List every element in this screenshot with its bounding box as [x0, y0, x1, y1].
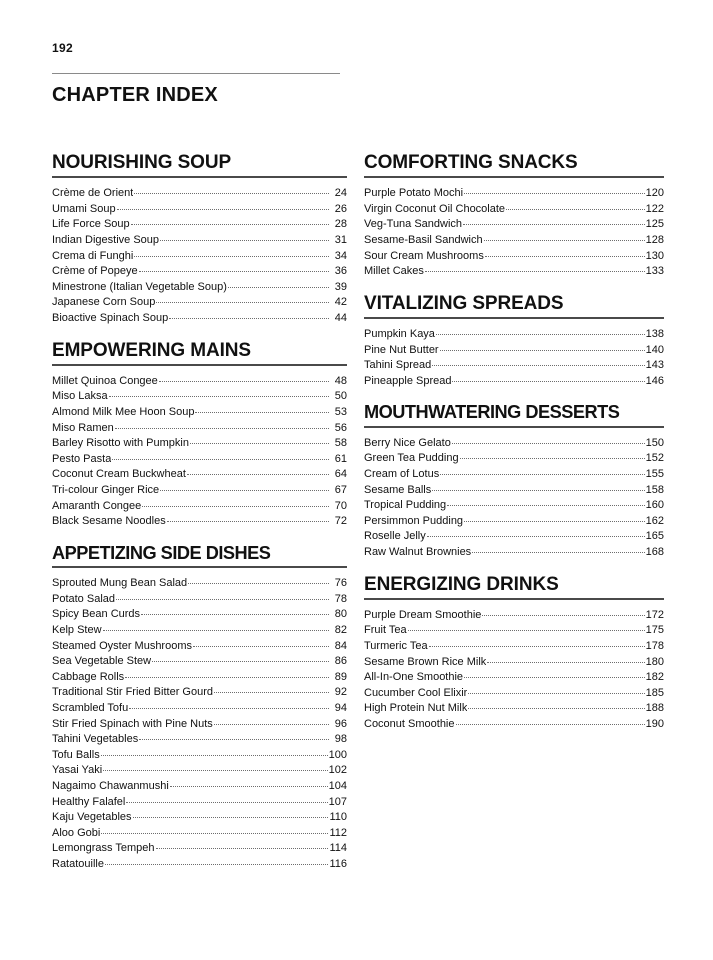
entry-page-number: 92 [334, 686, 347, 699]
entry-title: Purple Dream Smoothie [364, 608, 482, 621]
index-entry[interactable] [364, 466, 664, 482]
dot-leader [115, 420, 329, 431]
index-entry[interactable] [52, 185, 347, 201]
dot-leader [139, 263, 329, 274]
dot-leader [142, 498, 329, 509]
section-divider [364, 176, 664, 178]
dot-leader [169, 310, 329, 321]
entry-title: Crème of Popeye [52, 265, 138, 278]
dot-leader [160, 232, 329, 243]
dot-leader [160, 482, 329, 493]
entry-title: Tofu Balls [52, 748, 100, 761]
index-entry[interactable] [364, 216, 664, 232]
dot-leader [116, 591, 329, 602]
entry-title: Umami Soup [52, 202, 116, 215]
entry-title: Crème de Orient [52, 187, 134, 200]
dot-leader [456, 716, 645, 727]
entry-title: Bioactive Spinach Soup [52, 312, 169, 325]
section-divider [52, 364, 347, 366]
section-divider [364, 317, 664, 319]
header-divider [52, 73, 340, 74]
section-heading: COMFORTING SNACKS [364, 152, 578, 173]
entry-page-number: 162 [645, 514, 664, 527]
entry-title: Tri-colour Ginger Rice [52, 484, 160, 497]
entry-page-number: 44 [334, 312, 347, 325]
entry-title: Kelp Stew [52, 623, 102, 636]
entry-page-number: 98 [334, 733, 347, 746]
entry-page-number: 34 [334, 249, 347, 262]
index-entry[interactable] [364, 638, 664, 654]
entry-page-number: 102 [328, 764, 347, 777]
entry-title: High Protein Nut Milk [364, 702, 468, 715]
right-column [364, 152, 664, 746]
index-entry[interactable] [52, 216, 347, 232]
entry-title: Turmeric Tea [364, 640, 428, 653]
section-appetizing-side-dishes [52, 543, 347, 872]
index-entry[interactable] [52, 420, 347, 436]
entry-page-number: 175 [645, 624, 664, 637]
dot-leader [195, 404, 329, 415]
dot-leader [159, 373, 329, 384]
index-entry[interactable] [364, 607, 664, 623]
index-entry[interactable] [364, 357, 664, 373]
index-entry[interactable] [52, 731, 347, 747]
index-entry[interactable] [364, 263, 664, 279]
dot-leader [139, 731, 329, 742]
index-entry[interactable] [364, 185, 664, 201]
index-entry[interactable] [364, 482, 664, 498]
index-entry[interactable] [364, 435, 664, 451]
entry-title: Millet Cakes [364, 265, 424, 278]
index-entry[interactable] [52, 388, 347, 404]
entry-page-number: 122 [645, 202, 664, 215]
dot-leader [447, 497, 645, 508]
index-entry[interactable] [52, 840, 347, 856]
entry-title: Tahini Vegetables [52, 733, 139, 746]
index-entry[interactable] [364, 342, 664, 358]
section-heading: VITALIZING SPREADS [364, 292, 564, 314]
entry-title: Life Force Soup [52, 218, 130, 231]
entry-title: Millet Quinoa Congee [52, 374, 158, 387]
entry-title: Tahini Spread [364, 359, 432, 372]
entry-list [52, 185, 347, 325]
dot-leader [133, 809, 329, 820]
entry-title: Indian Digestive Soup [52, 234, 160, 247]
dot-leader [408, 622, 645, 633]
entry-title: Green Tea Pudding [364, 452, 459, 465]
entry-title: Coconut Cream Buckwheat [52, 468, 186, 481]
dot-leader [152, 653, 329, 664]
index-entry[interactable] [52, 279, 347, 295]
index-entry[interactable] [52, 856, 347, 872]
entry-page-number: 84 [334, 639, 347, 652]
entry-page-number: 140 [645, 343, 664, 356]
section-heading: APPETIZING SIDE DISHES [52, 542, 271, 563]
dot-leader [440, 342, 645, 353]
entry-title: Steamed Oyster Mushrooms [52, 639, 192, 652]
entry-title: Pumpkin Kaya [364, 328, 435, 341]
index-entry[interactable] [52, 778, 347, 794]
dot-leader [484, 232, 645, 243]
dot-leader [464, 185, 645, 196]
entry-list [364, 607, 664, 732]
dot-leader [432, 357, 644, 368]
dot-leader [103, 622, 329, 633]
entry-page-number: 114 [329, 842, 347, 855]
entry-title: Scrambled Tofu [52, 701, 129, 714]
entry-list [52, 373, 347, 529]
entry-title: Pineapple Spread [364, 374, 452, 387]
entry-title: Black Sesame Noodles [52, 515, 166, 528]
entry-page-number: 50 [334, 390, 347, 403]
dot-leader [126, 794, 327, 805]
section-heading: NOURISHING SOUP [52, 152, 232, 173]
entry-page-number: 190 [645, 718, 664, 731]
entry-title: Nagaimo Chawanmushi [52, 779, 169, 792]
entry-page-number: 146 [645, 374, 664, 387]
dot-leader [436, 326, 645, 337]
entry-page-number: 82 [334, 623, 347, 636]
entry-page-number: 168 [645, 546, 664, 558]
dot-leader [440, 466, 644, 477]
entry-title: Potato Salad [52, 592, 115, 605]
dot-leader [468, 685, 644, 696]
dot-leader [485, 248, 645, 259]
entry-page-number: 110 [329, 811, 347, 824]
dot-leader [156, 294, 329, 305]
entry-page-number: 31 [334, 234, 347, 247]
dot-leader [487, 654, 644, 665]
index-entry[interactable] [52, 809, 347, 825]
entry-page-number: 67 [334, 484, 347, 497]
entry-page-number: 107 [328, 795, 347, 808]
entry-page-number: 26 [334, 202, 347, 215]
index-entry[interactable] [52, 606, 347, 622]
entry-title: Kaju Vegetables [52, 811, 132, 824]
dot-leader [141, 606, 329, 617]
entry-list [364, 435, 664, 560]
dot-leader [109, 388, 329, 399]
entry-title: Cucumber Cool Elixir [364, 686, 468, 699]
dot-leader [464, 669, 645, 680]
entry-page-number: 188 [645, 702, 664, 715]
entry-page-number: 120 [645, 187, 664, 200]
index-entry[interactable] [52, 263, 347, 279]
left-column [52, 152, 347, 885]
entry-page-number: 116 [329, 857, 347, 870]
entry-title: Yasai Yaki [52, 764, 103, 777]
entry-page-number: 180 [645, 655, 664, 668]
index-entry[interactable] [52, 435, 347, 451]
dot-leader [125, 669, 329, 680]
section-divider [364, 598, 664, 600]
dot-leader [134, 185, 329, 196]
entry-page-number: 48 [334, 374, 347, 387]
dot-leader [187, 466, 329, 477]
section-heading: ENERGIZING DRINKS [364, 573, 559, 595]
index-entry[interactable] [364, 450, 664, 466]
index-entry[interactable] [364, 201, 664, 217]
entry-title: Stir Fried Spinach with Pine Nuts [52, 717, 213, 730]
entry-page-number: 155 [645, 468, 664, 481]
entry-page-number: 138 [645, 328, 664, 341]
entry-page-number: 70 [334, 499, 347, 512]
index-entry[interactable] [364, 685, 664, 701]
entry-title: Sesame Brown Rice Milk [364, 655, 487, 668]
dot-leader [170, 778, 328, 789]
entry-page-number: 125 [645, 218, 664, 231]
index-entry[interactable] [52, 482, 347, 498]
index-entry[interactable] [364, 669, 664, 685]
dot-leader [101, 747, 328, 758]
index-entry[interactable] [364, 513, 664, 529]
entry-title: Coconut Smoothie [364, 718, 455, 731]
section-comforting-snacks [364, 152, 664, 279]
entry-page-number: 64 [334, 468, 347, 481]
entry-title: Traditional Stir Fried Bitter Gourd [52, 686, 213, 699]
index-entry[interactable] [364, 654, 664, 670]
entry-title: Purple Potato Mochi [364, 187, 464, 200]
dot-leader [425, 263, 645, 274]
index-entry[interactable] [52, 591, 347, 607]
entry-page-number: 178 [645, 640, 664, 653]
entry-title: Sea Vegetable Stew [52, 655, 152, 668]
entry-page-number: 42 [334, 296, 347, 309]
index-entry[interactable] [52, 747, 347, 763]
entry-title: Sour Cream Mushrooms [364, 249, 484, 262]
index-entry[interactable] [52, 201, 347, 217]
index-entry[interactable] [52, 498, 347, 514]
index-entry[interactable] [364, 232, 664, 248]
entry-title: Aloo Gobi [52, 826, 101, 839]
entry-page-number: 39 [334, 280, 347, 293]
entry-title: Japanese Corn Soup [52, 296, 156, 309]
dot-leader [101, 825, 328, 836]
index-entry[interactable] [52, 794, 347, 810]
index-entry[interactable] [364, 326, 664, 342]
entry-page-number: 76 [334, 577, 347, 590]
entry-title: Sesame Balls [364, 483, 432, 496]
entry-title: Miso Ramen [52, 421, 114, 434]
entry-page-number: 86 [334, 655, 347, 668]
entry-page-number: 80 [334, 608, 347, 621]
index-entry[interactable] [52, 248, 347, 264]
dot-leader [460, 450, 645, 461]
index-entry[interactable] [364, 700, 664, 716]
entry-title: Veg-Tuna Sandwich [364, 218, 463, 231]
entry-page-number: 94 [334, 701, 347, 714]
entry-title: Pine Nut Butter [364, 343, 439, 356]
index-entry[interactable] [364, 622, 664, 638]
entry-page-number: 182 [645, 671, 664, 684]
entry-page-number: 185 [645, 686, 664, 699]
entry-list [364, 185, 664, 279]
index-entry[interactable] [364, 716, 664, 732]
dot-leader [214, 716, 329, 727]
index-entry[interactable] [364, 544, 664, 560]
entry-page-number: 36 [334, 265, 347, 278]
entry-page-number: 160 [645, 499, 664, 512]
dot-leader [452, 435, 645, 446]
dot-leader [193, 638, 329, 649]
index-entry[interactable] [364, 373, 664, 389]
dot-leader [129, 700, 329, 711]
page-number: 192 [52, 41, 73, 55]
entry-page-number: 150 [645, 436, 664, 449]
entry-page-number: 165 [645, 530, 664, 543]
index-entry[interactable] [52, 310, 347, 326]
section-divider [364, 426, 664, 428]
index-entry[interactable] [52, 451, 347, 467]
index-entry[interactable] [364, 528, 664, 544]
entry-page-number: 133 [645, 265, 664, 278]
index-entry[interactable] [52, 638, 347, 654]
section-mouthwatering-desserts [364, 402, 664, 559]
section-energizing-drinks [364, 574, 664, 732]
index-entry[interactable] [52, 716, 347, 732]
dot-leader [105, 856, 328, 867]
index-entry[interactable] [52, 232, 347, 248]
section-heading: EMPOWERING MAINS [52, 339, 251, 361]
dot-leader [506, 201, 645, 212]
dot-leader [463, 216, 645, 227]
dot-leader [214, 684, 329, 695]
index-entry[interactable] [52, 575, 347, 591]
entry-page-number: 128 [645, 234, 664, 247]
entry-title: Fruit Tea [364, 624, 407, 637]
dot-leader [156, 840, 329, 851]
index-entry[interactable] [52, 653, 347, 669]
entry-page-number: 58 [334, 437, 347, 450]
entry-title: Berry Nice Gelato [364, 436, 451, 449]
entry-page-number: 104 [328, 779, 347, 792]
index-entry[interactable] [52, 669, 347, 685]
dot-leader [464, 513, 645, 524]
index-entry[interactable] [364, 248, 664, 264]
entry-page-number: 100 [328, 748, 347, 761]
entry-title: Cream of Lotus [364, 468, 440, 481]
dot-leader [228, 279, 329, 290]
section-empowering-mains [52, 340, 347, 529]
index-entry[interactable] [52, 762, 347, 778]
entry-page-number: 152 [645, 452, 664, 465]
entry-list [364, 326, 664, 388]
entry-title: Crema di Funghi [52, 249, 134, 262]
entry-title: Sprouted Mung Bean Salad [52, 577, 188, 590]
dot-leader [112, 451, 329, 462]
dot-leader [103, 762, 328, 773]
entry-title: All-In-One Smoothie [364, 671, 464, 684]
index-entry[interactable] [52, 700, 347, 716]
entry-page-number: 89 [334, 670, 347, 683]
section-nourishing-soup [52, 152, 347, 326]
entry-title: Minestrone (Italian Vegetable Soup) [52, 280, 227, 293]
dot-leader [167, 513, 329, 524]
index-entry[interactable] [52, 825, 347, 841]
dot-leader [117, 201, 329, 212]
entry-page-number: 112 [329, 826, 347, 839]
dot-leader [432, 482, 644, 493]
section-divider [52, 176, 347, 178]
entry-title: Sesame-Basil Sandwich [364, 234, 483, 247]
entry-title: Persimmon Pudding [364, 514, 464, 527]
entry-page-number: 28 [334, 218, 347, 231]
page-title: CHAPTER INDEX [52, 84, 218, 106]
entry-title: Virgin Coconut Oil Chocolate [364, 202, 506, 215]
index-entry[interactable] [52, 294, 347, 310]
dot-leader [188, 575, 329, 586]
dot-leader [427, 528, 645, 539]
entry-page-number: 72 [334, 515, 347, 528]
entry-title: Tropical Pudding [364, 499, 447, 512]
dot-leader [468, 700, 644, 711]
dot-leader [134, 248, 329, 259]
entry-title: Barley Risotto with Pumpkin [52, 437, 189, 450]
entry-title: Miso Laksa [52, 390, 108, 403]
entry-page-number: 24 [334, 187, 347, 200]
entry-title: Amaranth Congee [52, 499, 142, 512]
index-entry[interactable] [52, 622, 347, 638]
entry-title: Cabbage Rolls [52, 670, 125, 683]
index-entry[interactable] [52, 373, 347, 389]
entry-page-number: 53 [334, 406, 347, 419]
entry-page-number: 158 [645, 483, 664, 496]
entry-page-number: 172 [645, 608, 664, 621]
entry-list [52, 575, 347, 871]
entry-page-number: 78 [334, 592, 347, 605]
dot-leader [429, 638, 645, 649]
dot-leader [472, 544, 644, 555]
index-entry[interactable] [52, 684, 347, 700]
entry-page-number: 56 [334, 421, 347, 434]
entry-title: Almond Milk Mee Hoon Soup [52, 406, 195, 419]
index-entry[interactable] [52, 466, 347, 482]
dot-leader [452, 373, 644, 384]
index-columns [0, 152, 713, 885]
entry-title: Lemongrass Tempeh [52, 842, 155, 855]
dot-leader [131, 216, 329, 227]
dot-leader [190, 435, 329, 446]
entry-page-number: 96 [334, 717, 347, 730]
section-vitalizing-spreads [364, 293, 664, 389]
dot-leader [482, 607, 644, 618]
entry-page-number: 61 [334, 452, 347, 465]
section-divider [52, 566, 347, 568]
entry-title: Healthy Falafel [52, 795, 126, 808]
entry-title: Roselle Jelly [364, 530, 426, 543]
entry-title: Pesto Pasta [52, 452, 112, 465]
index-entry[interactable] [52, 513, 347, 529]
index-entry[interactable] [364, 497, 664, 513]
index-entry[interactable] [52, 404, 347, 420]
entry-title: Raw Walnut Brownies [364, 546, 472, 558]
entry-page-number: 143 [645, 359, 664, 372]
entry-title: Spicy Bean Curds [52, 608, 141, 621]
entry-page-number: 130 [645, 249, 664, 262]
entry-title: Ratatouille [52, 857, 104, 870]
section-heading: MOUTHWATERING DESSERTS [364, 402, 620, 423]
